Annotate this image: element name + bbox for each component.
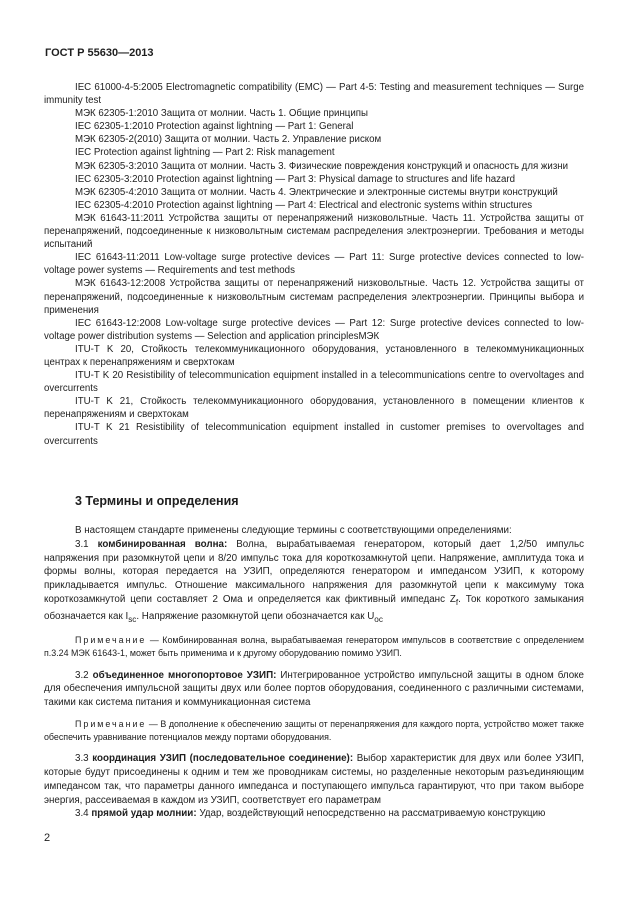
reference-item: МЭК 61643-12:2008 Устройства защиты от перенапряжений низковольтные. Часть 12. Устройства защиты от перенапряжений, подсоединенные к низковольтным системам распределения электроэнергии. Принципы выбора и применения — [44, 278, 584, 316]
note-2 — [44, 718, 584, 743]
definition-text: Волна, вырабатываемая генератором, который дает 1,2/50 импульс напряжения при разомкнутой цепи и 8/20 импульс тока для короткозамкнутой цепи. Напряжение, амплитуда тока и формы волны, которая передается на УЗИП, определяются генератором и импедансом УЗИП, к которому прикладывается импульс. Отношение максимального напряжения для разомкнутой цепи к максимуму тока короткозамкнутой цепи составляет 2 Ома и определяется как фиктивный импеданс Z — [44, 538, 584, 605]
note-text: — Комбинированная волна, вырабатываемая генератором импульсов в соответствие с определением п.3.24 МЭК 61643-1, может быть применима и к другому оборудованию помимо УЗИП. — [44, 635, 584, 659]
subscript-f: f — [455, 597, 459, 607]
reference-item: ITU-T K 21 Resistibility of telecommunication equipment installed in customer premises to overvoltages and overcurrents — [44, 422, 584, 447]
section-title: 3 Термины и определения — [75, 494, 239, 508]
note-1 — [44, 634, 584, 659]
reference-item: IEC 61643-12:2008 Low-voltage surge protective devices — Part 12: Surge protective devices connected to low-voltage power distribution systems — Selection and application principlesМЭК — [44, 317, 584, 342]
reference-item: МЭК 62305-3:2010 Защита от молнии. Часть 3. Физические повреждения конструкций и опасность для жизни — [75, 160, 569, 172]
reference-item: IEC 61643-11:2011 Low-voltage surge protective devices — Part 11: Surge protective devices connected to low-voltage power systems — Requirements and test methods — [44, 252, 584, 277]
definition-text: . Напряжение разомкнутой цепи обозначается как U — [136, 610, 375, 622]
reference-item: МЭК 62305-2(2010) Защита от молнии. Часть 2. Управление риском — [75, 134, 382, 146]
definition-3-4 — [44, 807, 584, 821]
definition-text: Удар, воздействующий непосредственно на рассматриваемую конструкцию — [196, 808, 546, 820]
reference-item: МЭК 61643-11:2011 Устройства защиты от перенапряжений низковольтные. Часть 11. Устройства защиты от перенапряжений, подсоединенные к низковольтным системам распределения электроэнергии. Требования и методы испытаний — [44, 212, 584, 251]
normative-references — [44, 81, 584, 448]
definition-3-3 — [44, 752, 584, 807]
document-header: ГОСТ Р 55630—2013 — [45, 47, 154, 59]
definition-number: 3.1 — [75, 538, 89, 550]
reference-item: IEC Protection against lightning — Part 2: Risk management — [75, 147, 335, 159]
section-intro: В настоящем стандарте применены следующие термины с соответствующими определениями: — [75, 525, 512, 536]
reference-item: IEC 62305-1:2010 Protection against lightning — Part 1: General — [75, 121, 354, 133]
definitions-body — [44, 524, 584, 821]
subscript-sc: sc — [128, 614, 137, 624]
reference-item: IEC 62305-3:2010 Protection against lightning — Part 3: Physical damage to structures and life hazard — [75, 173, 515, 185]
definition-term: объединенное многопортовое УЗИП: — [92, 669, 277, 681]
note-text: — В дополнение к обеспечению защиты от перенапряжения для каждого порта, устройство может также обеспечить уравнивание потенциалов между портами оборудования. — [44, 719, 584, 742]
definition-text: . Ток короткого замыкания обозначается как I — [44, 593, 584, 622]
note-label: Примечание — [75, 719, 147, 730]
page-number: 2 — [44, 832, 51, 844]
definition-number: 3.2 — [75, 669, 89, 681]
reference-item: ITU-T K 20 Resistibility of telecommunication equipment installed in a telecommunications centre to overvoltages and overcurrents — [44, 370, 584, 395]
definition-3-1 — [44, 538, 584, 627]
definition-text: Выбор характеристик для двух или более УЗИП, которые будут присоединены к одним и тем же проводникам системы, но разделенные некоторым разъединяющим импедансом так, что параметры данного импеданса и поступающего импульса гарантируют, что при таком выборе энергия, рассеиваемая в каждом из УЗИП, соответствует его параметрам — [44, 753, 584, 806]
subscript-oc: oc — [374, 614, 383, 624]
reference-item: МЭК 62305-4:2010 Защита от молнии. Часть 4. Электрические и электронные системы внутри конструкций — [75, 186, 558, 198]
definition-text: Интегрированное устройство импульсной защиты в одном блоке для обеспечения импульсной защиты двух или более портов оборудования, соединенного с различными системами, такими как система питания и коммуникационная система — [44, 669, 584, 709]
reference-item: ITU-T K 21, Стойкость телекоммуникационного оборудования, установленного в помещении клиентов к перенапряжениям и сверхтокам — [44, 396, 584, 421]
definition-term: прямой удар молнии: — [91, 808, 197, 820]
definition-term: комбинированная волна: — [97, 538, 228, 550]
note-label: Примечание — [75, 635, 147, 646]
reference-item: IEC 61000-4-5:2005 Electromagnetic compatibility (EMC) — Part 4-5: Testing and measurement techniques — Surge immunity test — [44, 82, 584, 107]
reference-item: IEC 62305-4:2010 Protection against lightning — Part 4: Electrical and electronic systems within structures — [75, 199, 533, 211]
reference-item: ITU-T K 20, Стойкость телекоммуникационного оборудования, установленного в телекоммуникационных центрах к перенапряжениям и сверхтокам — [44, 343, 584, 368]
definition-number: 3.3 — [75, 753, 89, 765]
definition-term: координация УЗИП (последовательное соединение): — [92, 753, 354, 765]
definition-number: 3.4 — [75, 808, 89, 820]
definition-3-2 — [44, 669, 584, 710]
reference-item: МЭК 62305-1:2010 Защита от молнии. Часть 1. Общие принципы — [75, 108, 368, 120]
